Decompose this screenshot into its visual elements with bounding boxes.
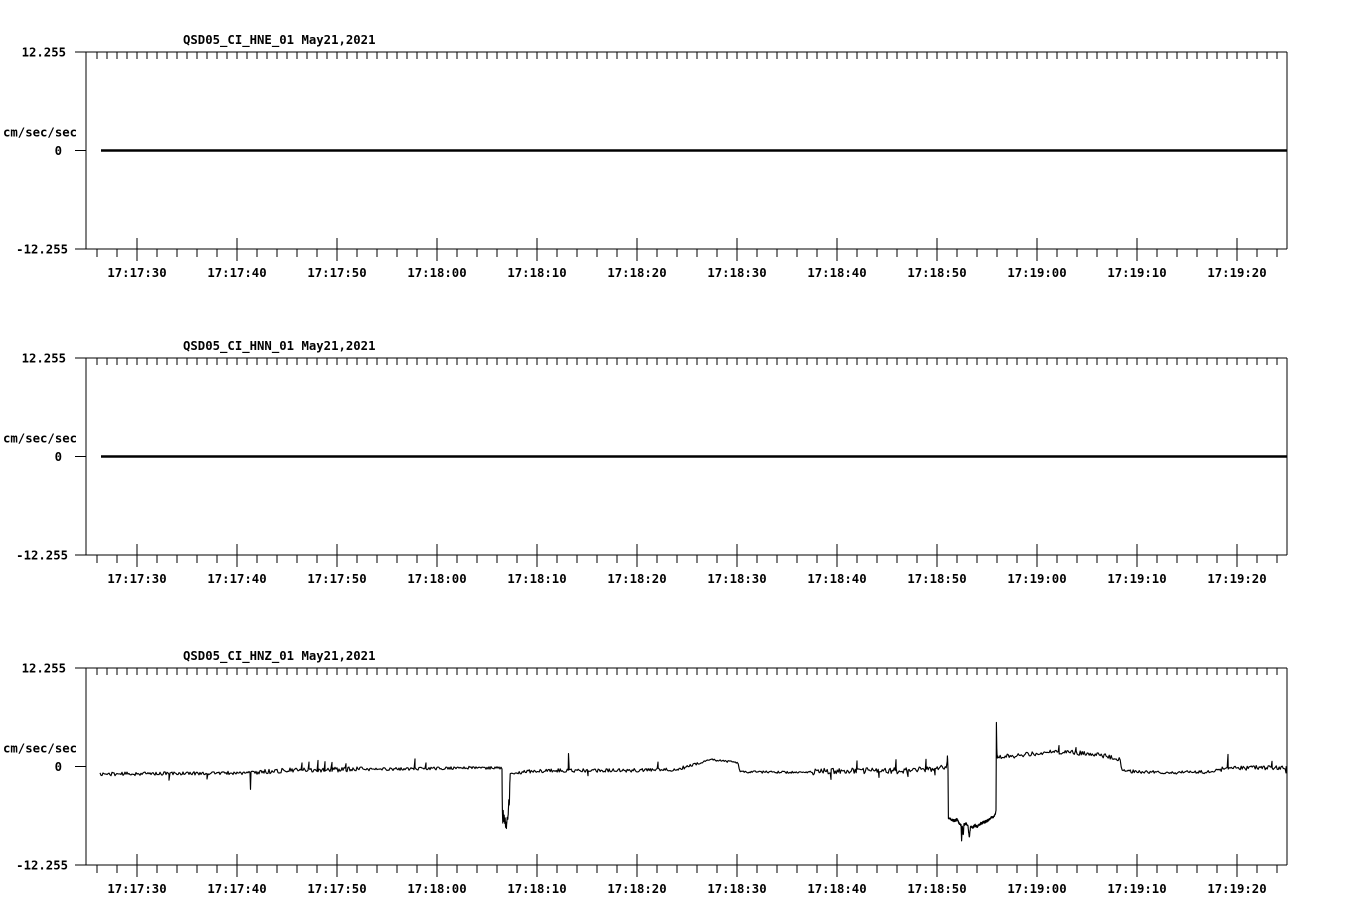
x-tick-label: 17:18:50	[907, 882, 967, 896]
panel-hnn-yzero-label: 0	[54, 450, 62, 464]
x-tick-label: 17:19:00	[1007, 572, 1067, 586]
x-tick-label: 17:18:50	[907, 572, 967, 586]
x-tick-label: 17:18:10	[507, 266, 567, 280]
panel-hnn-ymax-label: 12.255	[21, 351, 66, 366]
panel-hnz	[3, 649, 1287, 896]
axes-path	[75, 358, 1287, 567]
panel-hnn-axes	[75, 358, 1287, 567]
x-tick-label: 17:19:20	[1207, 572, 1267, 586]
x-tick-label: 17:17:50	[307, 266, 367, 280]
x-tick-label: 17:17:30	[107, 572, 167, 586]
x-tick-label: 17:18:30	[707, 572, 767, 586]
panel-hnn-ymin-label: -12.255	[16, 548, 68, 563]
panel-hnz-ymin-label: -12.255	[16, 858, 68, 873]
panel-hne-x-tick-labels	[107, 266, 1266, 280]
panel-hnn-title: QSD05_CI_HNN_01 May21,2021	[183, 339, 376, 353]
x-tick-label: 17:17:30	[107, 882, 167, 896]
x-tick-label: 17:18:20	[607, 266, 667, 280]
panel-hnn	[3, 339, 1287, 586]
x-tick-label: 17:18:30	[707, 266, 767, 280]
x-tick-label: 17:17:30	[107, 266, 167, 280]
x-tick-label: 17:18:10	[507, 572, 567, 586]
panel-hnn-yunit-label: cm/sec/sec	[3, 431, 78, 446]
x-tick-label: 17:19:20	[1207, 882, 1267, 896]
x-tick-label: 17:17:50	[307, 572, 367, 586]
x-tick-label: 17:19:10	[1107, 266, 1167, 280]
panel-hne-ymax-label: 12.255	[21, 45, 66, 60]
x-tick-label: 17:19:20	[1207, 266, 1267, 280]
x-tick-label: 17:18:40	[807, 266, 867, 280]
x-tick-label: 17:18:00	[407, 572, 467, 586]
x-tick-label: 17:17:50	[307, 882, 367, 896]
x-tick-label: 17:19:10	[1107, 572, 1167, 586]
panel-hne	[3, 33, 1287, 280]
x-tick-label: 17:17:40	[207, 882, 267, 896]
axes-path	[75, 52, 1287, 261]
x-tick-label: 17:17:40	[207, 266, 267, 280]
panel-hne-ymin-label: -12.255	[16, 242, 68, 257]
x-tick-label: 17:19:10	[1107, 882, 1167, 896]
panel-hnz-yunit-label: cm/sec/sec	[3, 741, 78, 756]
panel-hnz-trace	[100, 723, 1286, 841]
panel-hne-yzero-label: 0	[54, 144, 62, 158]
x-tick-label: 17:18:40	[807, 572, 867, 586]
panel-hnz-yzero-label: 0	[54, 760, 62, 774]
x-tick-label: 17:18:20	[607, 882, 667, 896]
trace-path	[100, 723, 1286, 841]
panel-hnz-ymax-label: 12.255	[21, 661, 66, 676]
x-tick-label: 17:18:30	[707, 882, 767, 896]
x-tick-label: 17:18:10	[507, 882, 567, 896]
panel-hnn-x-tick-labels	[107, 572, 1266, 586]
panel-hnz-title: QSD05_CI_HNZ_01 May21,2021	[183, 649, 376, 663]
x-tick-label: 17:18:40	[807, 882, 867, 896]
x-tick-label: 17:19:00	[1007, 266, 1067, 280]
panel-hne-title: QSD05_CI_HNE_01 May21,2021	[183, 33, 376, 47]
panel-hnz-x-tick-labels	[107, 882, 1266, 896]
panel-hne-yunit-label: cm/sec/sec	[3, 125, 78, 140]
x-tick-label: 17:17:40	[207, 572, 267, 586]
x-tick-label: 17:18:00	[407, 882, 467, 896]
x-tick-label: 17:18:20	[607, 572, 667, 586]
x-tick-label: 17:18:50	[907, 266, 967, 280]
panel-hne-axes	[75, 52, 1287, 261]
x-tick-label: 17:18:00	[407, 266, 467, 280]
x-tick-label: 17:19:00	[1007, 882, 1067, 896]
